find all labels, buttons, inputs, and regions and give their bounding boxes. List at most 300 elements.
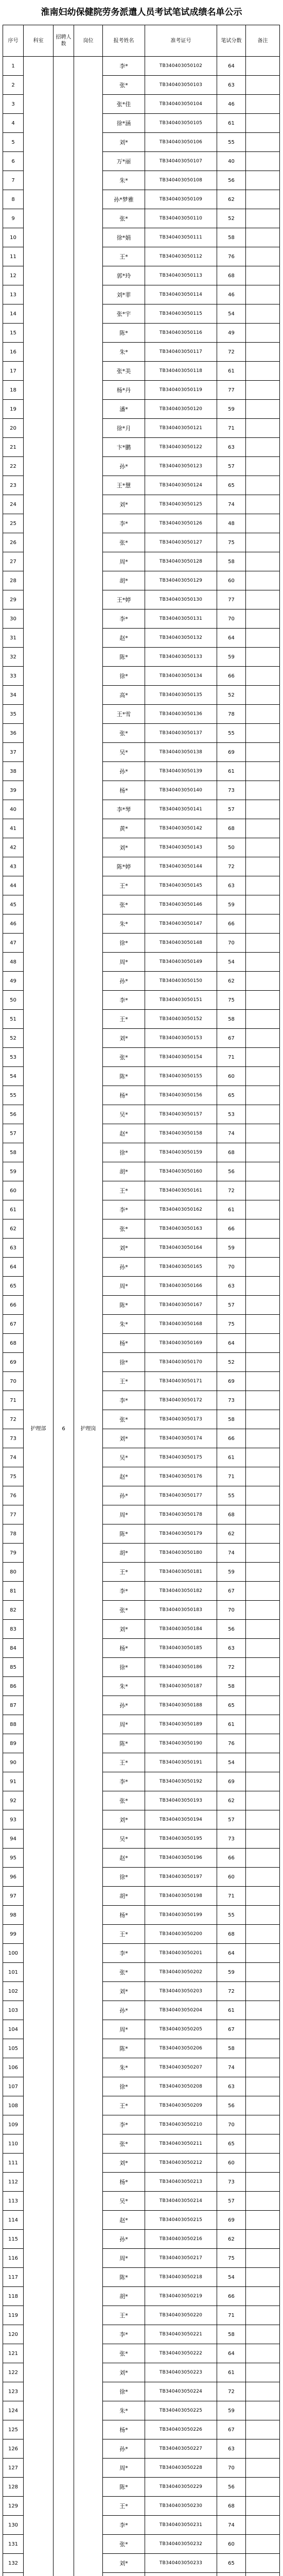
row-ticket: TB340403050224 [145, 2382, 217, 2401]
row-name: 卞*鹏 [103, 438, 145, 457]
row-score: 56 [217, 1620, 246, 1639]
row-name: 李* [103, 609, 145, 629]
row-note [246, 1086, 280, 1105]
row-ticket: TB340403050119 [145, 381, 217, 400]
row-score: 59 [217, 1563, 246, 1582]
row-score: 59 [217, 400, 246, 419]
row-name: 赵* [103, 2211, 145, 2230]
row-seq: 126 [3, 2439, 24, 2459]
row-ticket: TB340403050125 [145, 495, 217, 514]
row-seq: 96 [3, 1868, 24, 1887]
row-note [246, 2134, 280, 2154]
row-note [246, 800, 280, 819]
row-note [246, 1448, 280, 1467]
row-note [246, 914, 280, 934]
row-name: 徐*月 [103, 419, 145, 438]
row-note [246, 247, 280, 266]
row-seq: 89 [3, 1734, 24, 1753]
row-note [246, 1162, 280, 1181]
row-score: 64 [217, 629, 246, 648]
row-name: 周* [103, 1277, 145, 1296]
row-seq: 18 [3, 381, 24, 400]
row-score: 62 [217, 190, 246, 209]
row-score: 70 [217, 1601, 246, 1620]
row-score [217, 2573, 246, 2576]
row-seq: 90 [3, 1753, 24, 1772]
row-name: 吴* [103, 1448, 145, 1467]
row-score: 58 [217, 1410, 246, 1429]
row-name: 刘* [103, 1429, 145, 1448]
row-ticket: TB340403050221 [145, 2325, 217, 2344]
row-seq: 80 [3, 1563, 24, 1582]
row-seq: 63 [3, 1239, 24, 1258]
row-score: 63 [217, 1277, 246, 1296]
header-name: 报考姓名 [103, 25, 145, 57]
row-seq: 77 [3, 1505, 24, 1524]
row-name: 徐* [103, 2382, 145, 2401]
row-seq: 123 [3, 2382, 24, 2401]
row-name: 王* [103, 1563, 145, 1582]
row-name: 张* [103, 1791, 145, 1810]
row-score: 59 [217, 648, 246, 667]
row-score: 55 [217, 1486, 246, 1505]
row-seq: 103 [3, 2001, 24, 2020]
row-note [246, 2058, 280, 2077]
row-score: 60 [217, 1067, 246, 1086]
row-ticket: TB340403050174 [145, 1429, 217, 1448]
row-score: 63 [217, 2077, 246, 2096]
row-note [246, 1258, 280, 1277]
row-note [246, 2154, 280, 2173]
row-ticket: TB340403050166 [145, 1277, 217, 1296]
row-seq: 29 [3, 590, 24, 609]
row-note [246, 2306, 280, 2325]
row-seq: 3 [3, 95, 24, 114]
row-seq: 104 [3, 2020, 24, 2039]
row-name: 张*美 [103, 362, 145, 381]
row-name: 刘*菲 [103, 285, 145, 304]
row-note [246, 1601, 280, 1620]
row-ticket: TB340403050182 [145, 1582, 217, 1601]
row-score: 75 [217, 2249, 246, 2268]
row-name: 张* [103, 76, 145, 95]
row-name: 孙* [103, 1258, 145, 1277]
row-name: 杨* [103, 2173, 145, 2192]
row-seq: 78 [3, 1524, 24, 1544]
row-ticket: TB340403050105 [145, 114, 217, 133]
row-ticket: TB340403050138 [145, 743, 217, 762]
row-note [246, 1277, 280, 1296]
row-score: 55 [217, 724, 246, 743]
row-note [246, 1334, 280, 1353]
row-score: 49 [217, 324, 246, 343]
row-score: 71 [217, 1887, 246, 1906]
row-ticket: TB340403050146 [145, 895, 217, 914]
row-seq: 37 [3, 743, 24, 762]
row-name: 陈* [103, 324, 145, 343]
row-ticket: TB340403050143 [145, 838, 217, 857]
row-name: 陈*婷 [103, 857, 145, 876]
row-score: 65 [217, 2554, 246, 2573]
row-ticket: TB340403050136 [145, 705, 217, 724]
row-score: 74 [217, 2516, 246, 2535]
row-score: 73 [217, 2173, 246, 2192]
row-ticket: TB340403050183 [145, 1601, 217, 1620]
row-name: 王* [103, 2096, 145, 2115]
row-seq: 41 [3, 819, 24, 838]
row-note [246, 2420, 280, 2439]
row-seq: 82 [3, 1601, 24, 1620]
row-name: 王*雪 [103, 705, 145, 724]
row-name: 孙* [103, 2439, 145, 2459]
row-ticket: TB340403050165 [145, 1258, 217, 1277]
row-name: 王*婷 [103, 590, 145, 609]
row-name: 孙* [103, 457, 145, 476]
row-name: 张* [103, 1219, 145, 1239]
row-note [246, 2249, 280, 2268]
row-ticket: TB340403050135 [145, 686, 217, 705]
row-seq: 122 [3, 2363, 24, 2382]
row-note [246, 1849, 280, 1868]
row-seq: 115 [3, 2230, 24, 2249]
row-score: 65 [217, 2134, 246, 2154]
row-seq: 116 [3, 2249, 24, 2268]
row-ticket: TB340403050140 [145, 781, 217, 800]
row-score: 46 [217, 285, 246, 304]
row-name: 李* [103, 1200, 145, 1219]
row-ticket: TB340403050185 [145, 1639, 217, 1658]
row-note [246, 495, 280, 514]
row-name: 张*佳 [103, 95, 145, 114]
row-note [246, 2325, 280, 2344]
row-ticket: TB340403050121 [145, 419, 217, 438]
row-name: 徐* [103, 2077, 145, 2096]
row-note [246, 629, 280, 648]
row-ticket: TB340403050169 [145, 1334, 217, 1353]
row-note [246, 571, 280, 590]
row-ticket: TB340403050211 [145, 2134, 217, 2154]
group-post: 护理岗 [74, 57, 103, 2576]
row-ticket: TB340403050132 [145, 629, 217, 648]
row-note [246, 590, 280, 609]
row-seq: 32 [3, 648, 24, 667]
row-ticket: TB340403050154 [145, 1048, 217, 1067]
row-ticket: TB340403050227 [145, 2439, 217, 2459]
row-note [246, 2516, 280, 2535]
row-note [246, 2554, 280, 2573]
row-name: 王* [103, 876, 145, 895]
row-note [246, 209, 280, 228]
row-score: 71 [217, 1048, 246, 1067]
row-note [246, 1067, 280, 1086]
row-name: 周* [103, 552, 145, 571]
row-note [246, 228, 280, 247]
row-name: 张* [103, 1601, 145, 1620]
row-note [246, 438, 280, 457]
row-name: 孙* [103, 2230, 145, 2249]
row-note [246, 1124, 280, 1143]
row-score: 78 [217, 705, 246, 724]
row-name: 朱* [103, 2401, 145, 2420]
row-name: 杨* [103, 1639, 145, 1658]
row-score: 68 [217, 2497, 246, 2516]
row-seq: 23 [3, 476, 24, 495]
row-seq: 61 [3, 1200, 24, 1219]
row-note [246, 2401, 280, 2420]
row-ticket: TB340403050103 [145, 76, 217, 95]
row-name: 周* [103, 1715, 145, 1734]
row-name: 刘* [103, 838, 145, 857]
row-score: 58 [217, 2325, 246, 2344]
row-name: 孙* [103, 972, 145, 991]
row-score: 77 [217, 381, 246, 400]
row-ticket: TB340403050123 [145, 457, 217, 476]
score-table-body [3, 57, 280, 2576]
row-seq: 112 [3, 2173, 24, 2192]
row-name: 王* [103, 2306, 145, 2325]
row-name: 孙* [103, 1486, 145, 1505]
row-score: 68 [217, 266, 246, 285]
row-ticket: TB340403050110 [145, 209, 217, 228]
row-score: 60 [217, 2535, 246, 2554]
row-score: 57 [217, 457, 246, 476]
row-score: 54 [217, 304, 246, 324]
row-ticket: TB340403050151 [145, 991, 217, 1010]
row-score: 63 [217, 76, 246, 95]
row-name: 朱* [103, 343, 145, 362]
row-score: 77 [217, 590, 246, 609]
row-note [246, 1715, 280, 1734]
header-seq: 序号 [3, 25, 24, 57]
row-seq: 92 [3, 1791, 24, 1810]
row-score: 62 [217, 1791, 246, 1810]
row-seq: 5 [3, 133, 24, 152]
row-note [246, 2344, 280, 2363]
row-seq: 28 [3, 571, 24, 590]
row-ticket: TB340403050115 [145, 304, 217, 324]
row-score: 72 [217, 2382, 246, 2401]
row-name: 刘* [103, 2554, 145, 2573]
row-score: 63 [217, 876, 246, 895]
row-score: 68 [217, 819, 246, 838]
header-score: 笔试分数 [217, 25, 246, 57]
row-seq: 110 [3, 2134, 24, 2154]
row-note [246, 1296, 280, 1315]
row-score: 68 [217, 1143, 246, 1162]
row-score: 70 [217, 2115, 246, 2134]
row-note [246, 2192, 280, 2211]
row-seq: 36 [3, 724, 24, 743]
row-ticket: TB340403050214 [145, 2192, 217, 2211]
row-score: 56 [217, 1162, 246, 1181]
row-ticket: TB340403050106 [145, 133, 217, 152]
row-score: 76 [217, 247, 246, 266]
row-name: 周* [103, 2249, 145, 2268]
row-name: 杨* [103, 1334, 145, 1353]
row-ticket: TB340403050117 [145, 343, 217, 362]
row-note [246, 343, 280, 362]
row-name: 周* [103, 953, 145, 972]
row-name: 陈* [103, 1524, 145, 1544]
row-seq: 131 [3, 2535, 24, 2554]
row-name: 杨* [103, 781, 145, 800]
row-note [246, 457, 280, 476]
row-score: 66 [217, 1849, 246, 1868]
row-ticket: TB340403050158 [145, 1124, 217, 1143]
row-ticket: TB340403050218 [145, 2268, 217, 2287]
row-seq: 44 [3, 876, 24, 895]
row-score: 55 [217, 1906, 246, 1925]
row-seq: 117 [3, 2268, 24, 2287]
row-name: 胡* [103, 571, 145, 590]
row-score: 59 [217, 2401, 246, 2420]
group-department: 护理部 [24, 57, 54, 2576]
row-score: 70 [217, 2459, 246, 2478]
row-score: 64 [217, 57, 246, 76]
row-ticket: TB340403050210 [145, 2115, 217, 2134]
row-seq: 76 [3, 1486, 24, 1505]
row-ticket: TB340403050153 [145, 1029, 217, 1048]
row-ticket: TB340403050129 [145, 571, 217, 590]
row-name: 张* [103, 2535, 145, 2554]
row-seq: 62 [3, 1219, 24, 1239]
header-row [3, 25, 280, 57]
row-score: 57 [217, 1810, 246, 1829]
row-seq: 17 [3, 362, 24, 381]
row-score: 68 [217, 1505, 246, 1524]
row-name: 陈* [103, 1296, 145, 1315]
row-name: 王*慧 [103, 476, 145, 495]
row-note [246, 953, 280, 972]
row-score: 69 [217, 1372, 246, 1391]
row-note [246, 1677, 280, 1696]
row-ticket: TB340403050161 [145, 1181, 217, 1200]
row-ticket: TB340403050145 [145, 876, 217, 895]
row-seq: 11 [3, 247, 24, 266]
row-ticket: TB340403050187 [145, 1677, 217, 1696]
row-note [246, 1791, 280, 1810]
row-ticket: TB340403050228 [145, 2459, 217, 2478]
row-seq: 65 [3, 1277, 24, 1296]
row-score: 40 [217, 152, 246, 171]
row-seq: 125 [3, 2420, 24, 2439]
row-seq: 2 [3, 76, 24, 95]
row-score: 66 [217, 1219, 246, 1239]
row-note [246, 1315, 280, 1334]
row-seq: 33 [3, 667, 24, 686]
row-name: 王* [103, 2497, 145, 2516]
row-score: 66 [217, 2287, 246, 2306]
row-note [246, 304, 280, 324]
row-score: 69 [217, 743, 246, 762]
row-note [246, 2268, 280, 2287]
row-score: 64 [217, 1334, 246, 1353]
row-note [246, 1887, 280, 1906]
row-seq [3, 2573, 24, 2576]
row-score: 66 [217, 914, 246, 934]
row-ticket: TB340403050128 [145, 552, 217, 571]
row-note [246, 2039, 280, 2058]
row-score: 48 [217, 514, 246, 533]
row-note [246, 1505, 280, 1524]
row-ticket: TB340403050198 [145, 1887, 217, 1906]
row-ticket: TB340403050178 [145, 1505, 217, 1524]
row-note [246, 1181, 280, 1200]
row-ticket: TB340403050204 [145, 2001, 217, 2020]
row-note [246, 1734, 280, 1753]
row-note [246, 476, 280, 495]
row-ticket: TB340403050177 [145, 1486, 217, 1505]
row-name: 周* [103, 2459, 145, 2478]
row-name: 吴* [103, 1829, 145, 1849]
row-ticket: TB340403050104 [145, 95, 217, 114]
row-score: 72 [217, 343, 246, 362]
row-name: 徐* [103, 1868, 145, 1887]
row-score: 69 [217, 2211, 246, 2230]
row-score: 59 [217, 1239, 246, 1258]
row-name: 孙* [103, 2001, 145, 2020]
row-name: 周* [103, 2020, 145, 2039]
row-note [246, 686, 280, 705]
row-seq: 74 [3, 1448, 24, 1467]
row-score: 68 [217, 1925, 246, 1944]
row-score: 61 [217, 114, 246, 133]
row-note [246, 1486, 280, 1505]
row-ticket: TB340403050186 [145, 1658, 217, 1677]
row-seq: 93 [3, 1810, 24, 1829]
row-seq: 51 [3, 1010, 24, 1029]
row-ticket: TB340403050126 [145, 514, 217, 533]
row-seq: 54 [3, 1067, 24, 1086]
row-ticket: TB340403050147 [145, 914, 217, 934]
row-name: 李* [103, 2516, 145, 2535]
row-seq: 79 [3, 1544, 24, 1563]
score-table [3, 25, 280, 2576]
row-note [246, 972, 280, 991]
row-note [246, 2439, 280, 2459]
row-ticket: TB340403050168 [145, 1315, 217, 1334]
row-note [246, 2535, 280, 2554]
row-note [246, 2115, 280, 2134]
row-name: 李* [103, 2115, 145, 2134]
row-note [246, 705, 280, 724]
row-ticket: TB340403050205 [145, 2020, 217, 2039]
row-name: 王* [103, 1372, 145, 1391]
row-ticket: TB340403050194 [145, 1810, 217, 1829]
row-ticket: TB340403050216 [145, 2230, 217, 2249]
row-seq: 85 [3, 1658, 24, 1677]
row-name: 刘* [103, 1029, 145, 1048]
row-note [246, 171, 280, 190]
row-ticket: TB340403050213 [145, 2173, 217, 2192]
row-score: 57 [217, 2192, 246, 2211]
row-score: 64 [217, 1944, 246, 1963]
row-seq: 16 [3, 343, 24, 362]
row-ticket: TB340403050130 [145, 590, 217, 609]
row-score: 71 [217, 419, 246, 438]
row-ticket: TB340403050220 [145, 2306, 217, 2325]
row-seq: 13 [3, 285, 24, 304]
row-name: 刘* [103, 2154, 145, 2173]
row-note [246, 1391, 280, 1410]
row-note [246, 2211, 280, 2230]
row-name: 张*宇 [103, 304, 145, 324]
row-name: 李* [103, 1772, 145, 1791]
row-score: 56 [217, 2478, 246, 2497]
row-score: 73 [217, 1829, 246, 1849]
row-score: 53 [217, 1105, 246, 1124]
row-name: 朱* [103, 171, 145, 190]
